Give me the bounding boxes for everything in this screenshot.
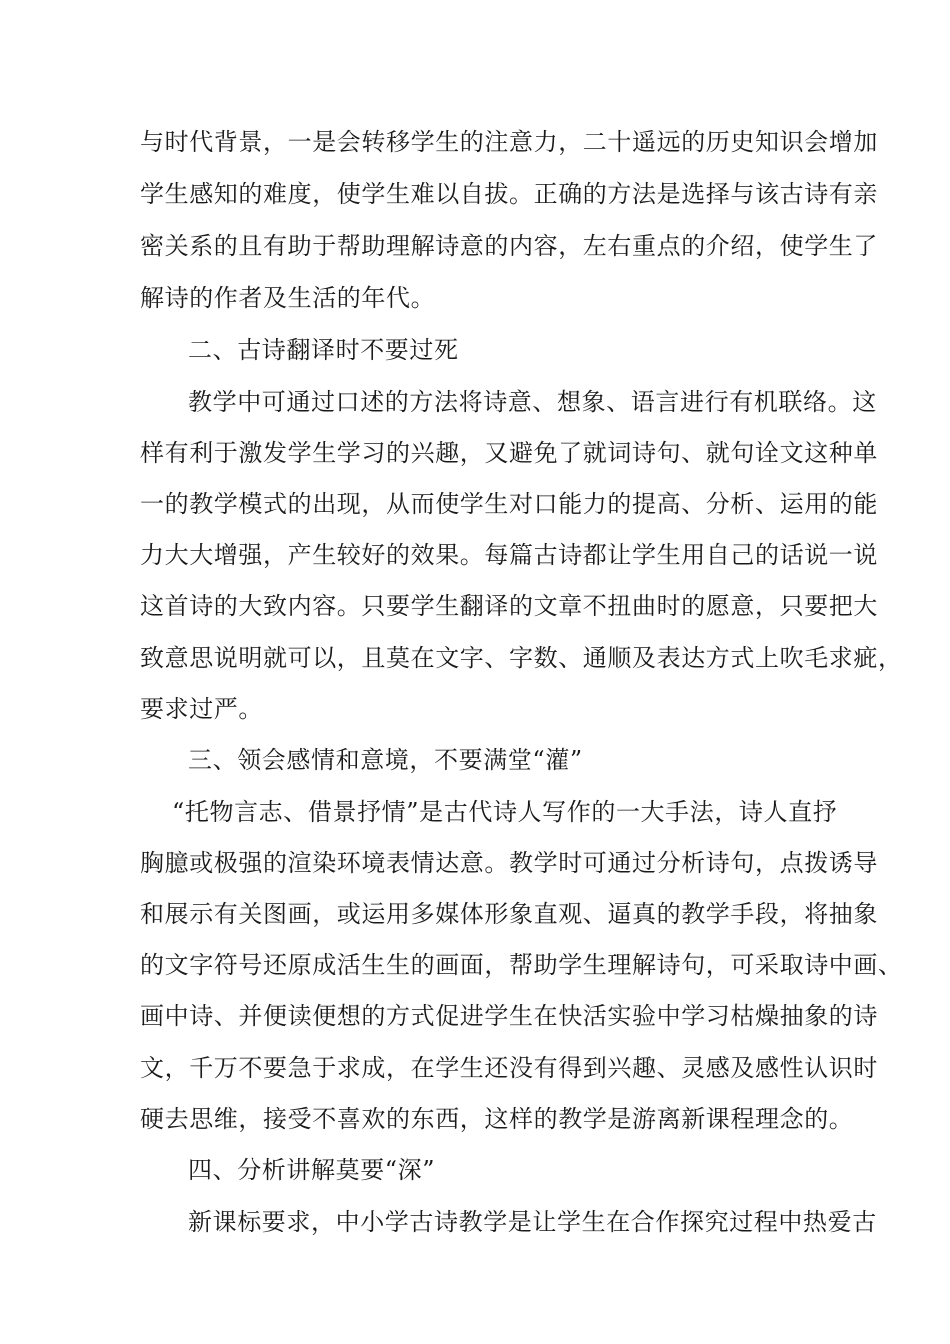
section-heading: 三、领会感情和意境，不要满堂“灌” <box>188 746 583 774</box>
text-line: 样有利于激发学生学习的兴趣，又避免了就词诗句、就句诠文这种单 <box>140 439 878 467</box>
text-line: 和展示有关图画，或运用多媒体形象直观、逼真的教学手段，将抽象 <box>140 900 878 928</box>
text-line: 胸臆或极强的渲染环境表情达意。教学时可通过分析诗句，点拨诱导 <box>140 849 878 877</box>
text-line: 密关系的且有助于帮助理解诗意的内容，左右重点的介绍，使学生了 <box>140 232 878 260</box>
text-line: 要求过严。 <box>140 695 263 723</box>
text-line: “托物言志、借景抒情”是古代诗人写作的一大手法，诗人直抒 <box>172 798 838 826</box>
text-line: 教学中可通过口述的方法将诗意、想象、语言进行有机联络。这 <box>188 388 877 416</box>
text-line: 与时代背景，一是会转移学生的注意力，二十遥远的历史知识会增加 <box>140 128 878 156</box>
text-line: 学生感知的难度，使学生难以自拔。正确的方法是选择与该古诗有亲 <box>140 180 878 208</box>
text-line: 解诗的作者及生活的年代。 <box>140 284 436 312</box>
section-heading: 四、分析讲解莫要“深” <box>188 1156 436 1184</box>
text-line: 文，千万不要急于求成，在学生还没有得到兴趣、灵感及感性认识时 <box>140 1054 878 1082</box>
text-line: 一的教学模式的出现，从而使学生对口能力的提高、分析、运用的能 <box>140 490 878 518</box>
text-line: 硬去思维，接受不喜欢的东西，这样的教学是游离新课程理念的。 <box>140 1105 854 1133</box>
text-line: 力大大增强，产生较好的效果。每篇古诗都让学生用自己的话说一说 <box>140 541 878 569</box>
section-heading: 二、古诗翻译时不要过死 <box>188 336 459 364</box>
text-line: 这首诗的大致内容。只要学生翻译的文章不扭曲时的愿意，只要把大 <box>140 592 878 620</box>
text-line: 画中诗、并便读便想的方式促进学生在快活实验中学习枯燥抽象的诗 <box>140 1002 878 1030</box>
text-line: 的文字符号还原成活生生的画面，帮助学生理解诗句，可采取诗中画、 <box>140 951 903 979</box>
text-line: 致意思说明就可以，且莫在文字、字数、通顺及表达方式上吹毛求疵， <box>140 644 903 672</box>
text-line: 新课标要求，中小学古诗教学是让学生在合作探究过程中热爱古 <box>188 1208 877 1236</box>
